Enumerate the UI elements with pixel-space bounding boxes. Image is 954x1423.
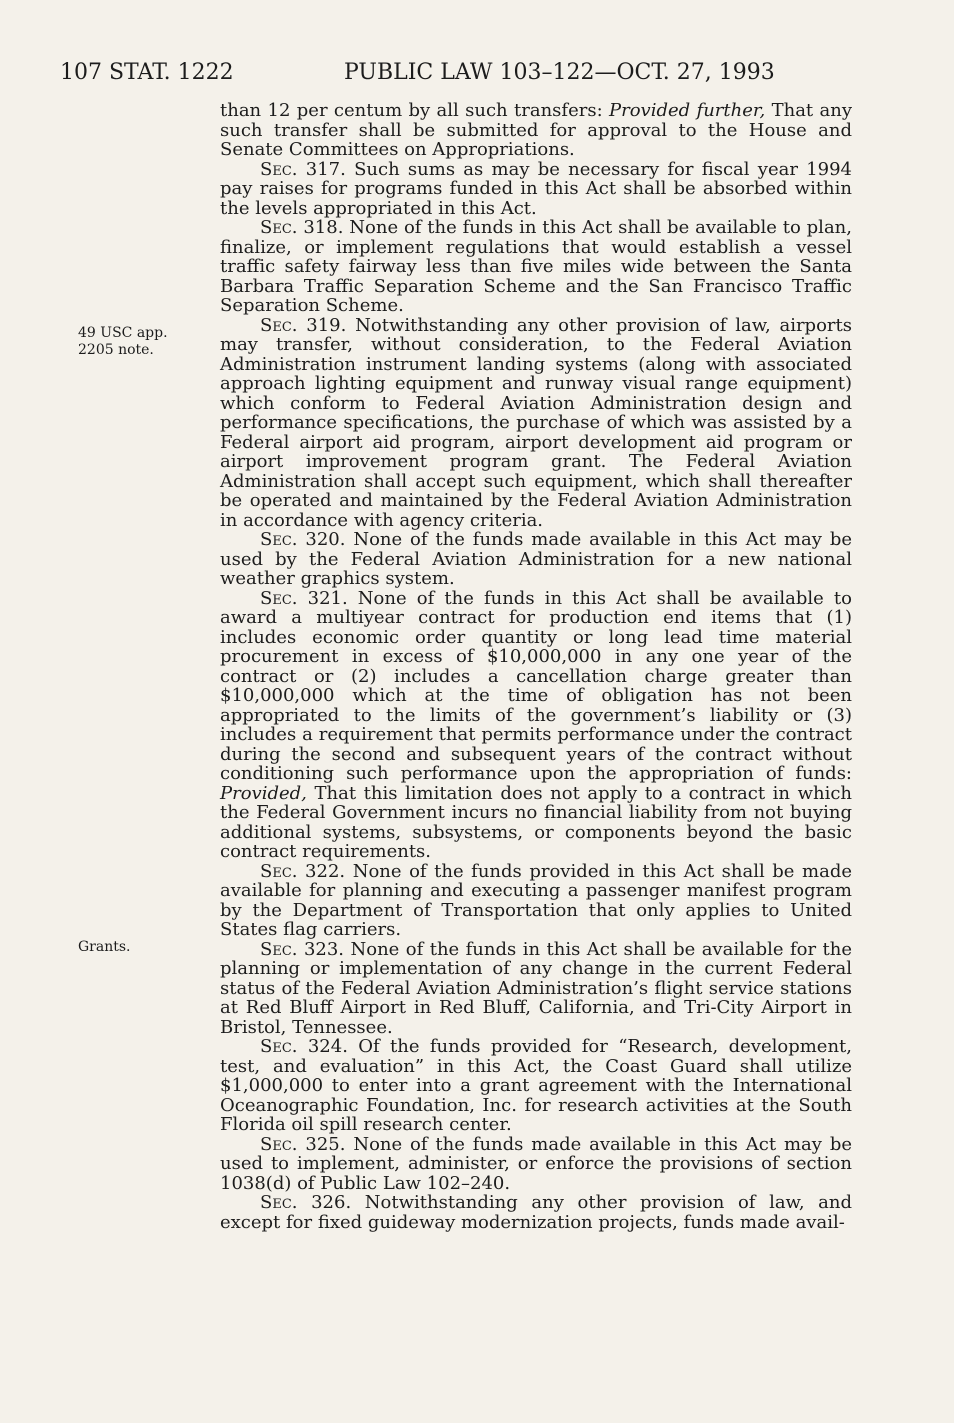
margin-note-line: 49 USC app. xyxy=(78,325,168,341)
margin-note-line: 2205 note. xyxy=(78,342,154,358)
section-325: Sec. 325. None of the funds made available in this Act may be used to implement, administer, or enforce the provisions of section 1038(d) of Public Law 102–240. xyxy=(220,1133,852,1194)
law-title: PUBLIC LAW 103–122—OCT. 27, 1993 xyxy=(344,60,775,85)
section-323: Sec. 323. None of the funds in this Act shall be available for the planning or implementation of any change in the current Federal status of the Federal Aviation Administration’s flight service stations at Red Bluff Airport in Red Bluff, California, and Tri-City Airport in Bristol, Tennessee. xyxy=(220,938,852,1038)
section-320: Sec. 320. None of the funds made available in this Act may be used by the Federal Aviation Administration for a new national weather graphics system. xyxy=(220,529,852,589)
section-326: Sec. 326. Notwithstanding any other provision of law, and except for fixed guideway modernization projects, funds made avail- xyxy=(220,1192,852,1233)
margin-note-usc xyxy=(78,325,168,359)
section-319: Sec. 319. Notwithstanding any other provision of law, airports may transfer, without consideration, to the Federal Aviation Administration instrument landing systems (along with associated approach lighting equipment and runway visual range equipment) which conform to Federal Aviation Administration design and performance specifications, the purchase of which was assisted by a Federal airport aid program, airport development aid program or airport improvement program grant. The Federal Aviation Administration shall accept such equipment, which shall thereafter be operated and maintained by the Federal Aviation Administration in accordance with agency criteria. xyxy=(220,314,852,531)
section-318: Sec. 318. None of the funds in this Act shall be available to plan, finalize, or implement regulations that would establish a vessel traffic safety fairway less than five miles wide between the Santa Barbara Traffic Separation Scheme and the San Francisco Traffic Separation Scheme. xyxy=(220,217,852,316)
margin-note-grants: Grants. xyxy=(78,939,131,955)
body-text xyxy=(220,101,852,1232)
section-322: Sec. 322. None of the funds provided in this Act shall be made available for planning and executing a passenger manifest program by the Department of Transportation that only applies to United States flag carriers. xyxy=(220,860,852,940)
section-324: Sec. 324. Of the funds provided for “Research, development, test, and evaluation” in this Act, the Coast Guard shall utilize $1,000,000 to enter into a grant agreement with the International Oceanographic Foundation, Inc. for research activities at the South Florida oil spill research center. xyxy=(220,1036,852,1135)
continuation-paragraph: than 12 per centum by all such transfers: Provided further, That any such transfer shall be submitted for approval to the House and Senate Committees on Appropriations. xyxy=(220,100,853,160)
section-321: Sec. 321. None of the funds in this Act shall be available to award a multiyear contract for production end items that (1) includes economic order quantity or long lead time material procurement in excess of $10,000,000 in any one year of the contract or (2) includes a cancellation charge greater than $10,000,000 which at the time of obligation has not been appropriated to the limits of the government’s liability or (3) includes a requirement that permits performance under the contract during the second and subsequent years of the contract without conditioning such performance upon the appropriation of funds: Provided, That this limitation does not apply to a contract in which the Federal Government incurs no financial liability from not buying additional systems, subsystems, or components beyond the basic contract requirements. xyxy=(220,587,852,862)
section-317: Sec. 317. Such sums as may be necessary for fiscal year 1994 pay raises for programs funded in this Act shall be absorbed within the levels appropriated in this Act. xyxy=(220,158,852,219)
stat-citation: 107 STAT. 1222 xyxy=(60,60,234,85)
